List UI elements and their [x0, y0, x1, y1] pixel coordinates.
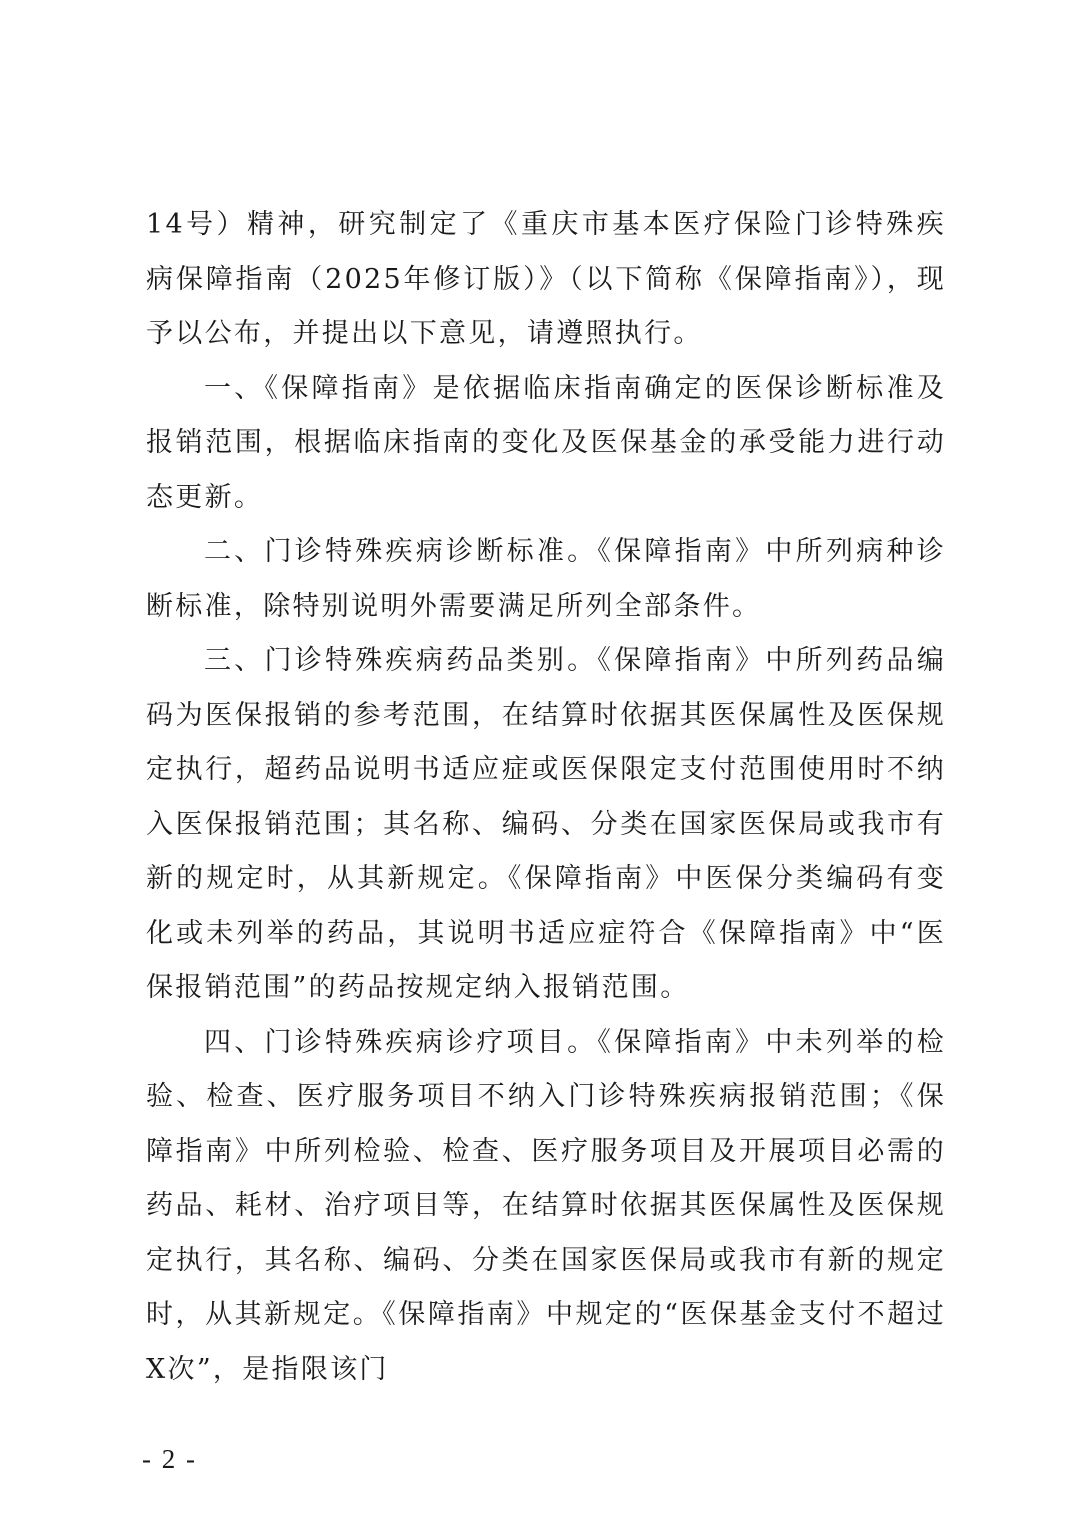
paragraph-item-2: 二、门诊特殊疾病诊断标准。《保障指南》中所列病种诊断标准，除特别说明外需要满足所列全部条件。 [146, 536, 946, 622]
document-body [146, 198, 946, 1397]
page-number: - 2 - [142, 1444, 197, 1474]
paragraph-item-3: 三、门诊特殊疾病药品类别。《保障指南》中所列药品编码为医保报销的参考范围，在结算时依据其医保属性及医保规定执行，超药品说明书适应症或医保限定支付范围使用时不纳入医保报销范围；其名称、编码、分类在国家医保局或我市有新的规定时，从其新规定。《保障指南》中医保分类编码有变化或未列举的药品，其说明书适应症符合《保障指南》中“医保报销范围”的药品按规定纳入报销范围。 [146, 645, 946, 1003]
paragraph-item-4: 四、门诊特殊疾病诊疗项目。《保障指南》中未列举的检验、检查、医疗服务项目不纳入门诊特殊疾病报销范围；《保障指南》中所列检验、检查、医疗服务项目及开展项目必需的药品、耗材、治疗项目等，在结算时依据其医保属性及医保规定执行，其名称、编码、分类在国家医保局或我市有新的规定时，从其新规定。《保障指南》中规定的“医保基金支付不超过X次”，是指限该门 [146, 1026, 946, 1385]
paragraph-intro-continuation: 14号）精神，研究制定了《重庆市基本医疗保险门诊特殊疾病保障指南（2025年修订版）》（以下简称《保障指南》），现予以公布，并提出以下意见，请遵照执行。 [146, 209, 946, 349]
paragraph-item-1: 一、《保障指南》是依据临床指南确定的医保诊断标准及报销范围，根据临床指南的变化及医保基金的承受能力进行动态更新。 [146, 372, 946, 513]
